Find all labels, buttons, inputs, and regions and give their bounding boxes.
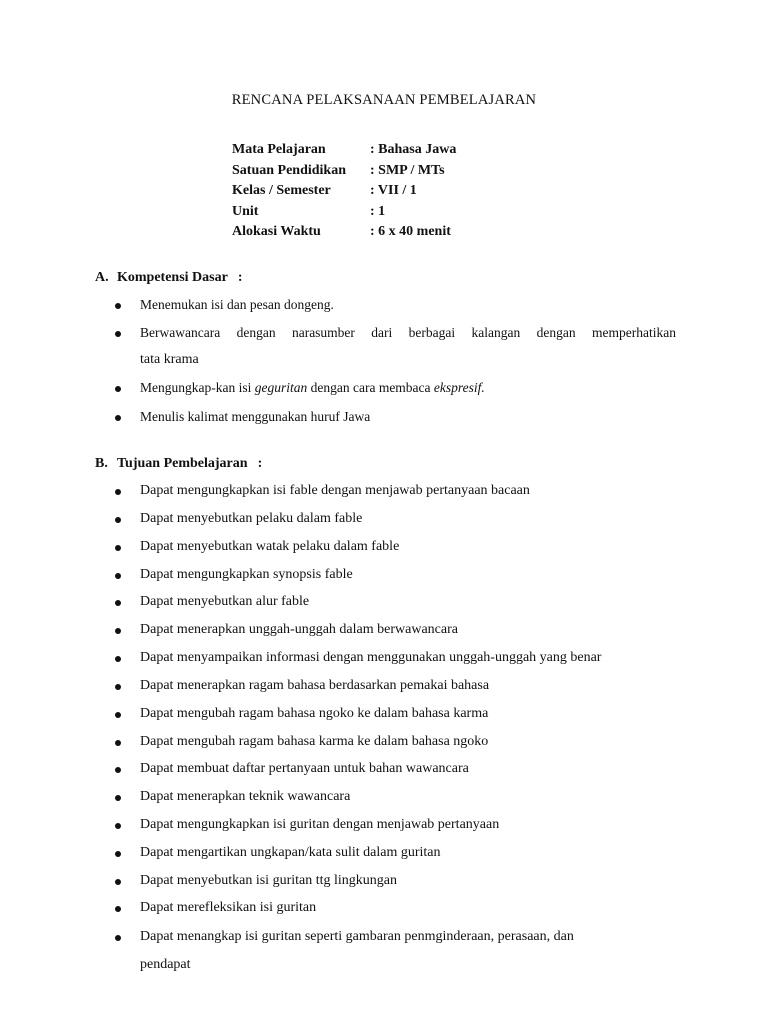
section-a-heading	[95, 270, 243, 286]
info-label: Kelas / Semester	[232, 183, 331, 198]
bullet-icon	[115, 489, 121, 495]
info-label: Mata Pelajaran	[232, 142, 326, 157]
bullet-icon	[115, 303, 121, 309]
bullet-icon	[115, 331, 121, 337]
justified-line: Berwawancara dengan narasumber dari berbagai kalangan dengan memperhatikan	[140, 325, 676, 340]
bullet-icon	[115, 573, 121, 579]
info-row-time	[232, 222, 456, 243]
info-row-class	[232, 181, 456, 202]
bullet-icon	[115, 386, 121, 392]
info-value: : 6 x 40 menit	[370, 224, 451, 239]
section-title: Kompetensi Dasar	[117, 270, 228, 285]
info-value: : SMP / MTs	[370, 162, 445, 178]
section-letter: A.	[95, 270, 109, 285]
section-colon: :	[257, 456, 263, 471]
bullet-icon	[115, 415, 121, 421]
info-value: : Bahasa Jawa	[370, 142, 457, 157]
bullet-icon	[115, 767, 121, 773]
info-value: : 1	[370, 203, 386, 219]
info-label: Unit	[232, 203, 259, 219]
info-row-subject	[232, 140, 456, 161]
section-letter: B.	[95, 456, 108, 471]
bullet-icon	[115, 600, 121, 606]
info-row-school	[232, 161, 456, 182]
bullet-icon	[115, 656, 121, 662]
bullet-icon	[115, 517, 121, 523]
document-page: RENCANA PELAKSANAAN PEMBELAJARAN Mata Pelajaran : Bahasa Jawa Satuan Pendidikan : SMP / MTs Kelas / Semester : VII / 1 Unit : 1 Alokasi Waktu : 6 x 40 menit A. Kompetensi Dasar : Menemukan isi dan pesan dongeng. Berwawancara dengan narasumber dari berbagai kalangan dengan memperhatikan tata krama Mengungkap-kan isi geguritan dengan cara membaca ekspresif. Menulis kalimat menggunakan huruf Jawa B. Tujuan Pembelajaran : Dapat mengungkapkan isi fable dengan menjawab pertanyaan bacaan Dapat menyebutkan pelaku dalam fable Dapat menyebutkan watak pelaku dalam fable Dapat mengungkapkan synopsis fable Dapat menyebutkan alur fable Dapat menerapkan unggah-unggah dalam berwawancara Dapat menyampaikan informasi dengan menggunakan unggah-unggah yang benar Dapat menerapkan ragam bahasa berdasarkan pemakai bahasa Dapat mengubah ragam bahasa ngoko ke dalam bahasa karma Dapat mengubah ragam bahasa karma ke dalam bahasa ngoko Dapat membuat daftar pertanyaan untuk bahan wawancara Dapat menerapkan teknik wawancara Dapat mengungkapkan isi guritan dengan menjawab pertanyaan Dapat mengartikan ungkapan/kata sulit dalam guritan Dapat menyebutkan isi guritan ttg lingkungan Dapat merefleksikan isi guritan Dapat menangkap isi guritan seperti gambaran penmginderaan, perasaan, dan pendapat	[0, 0, 768, 1024]
info-label: Satuan Pendidikan	[232, 162, 346, 178]
bullet-icon	[115, 628, 121, 634]
info-value: : VII / 1	[370, 183, 417, 198]
section-title: Tujuan Pembelajaran	[117, 456, 248, 471]
subject-info-table	[232, 140, 456, 243]
bullet-icon	[115, 879, 121, 885]
bullet-icon	[115, 851, 121, 857]
section-colon: :	[237, 270, 243, 285]
section-b-heading	[95, 456, 262, 472]
bullet-icon	[115, 712, 121, 718]
info-row-unit	[232, 202, 456, 223]
bullet-icon	[115, 795, 121, 801]
document-title: RENCANA PELAKSANAAN PEMBELAJARAN	[231, 92, 537, 108]
bullet-icon	[115, 740, 121, 746]
bullet-icon	[115, 935, 121, 941]
bullet-icon	[115, 545, 121, 551]
info-label: Alokasi Waktu	[232, 224, 321, 239]
bullet-icon	[115, 684, 121, 690]
bullet-icon	[115, 906, 121, 912]
bullet-icon	[115, 823, 121, 829]
